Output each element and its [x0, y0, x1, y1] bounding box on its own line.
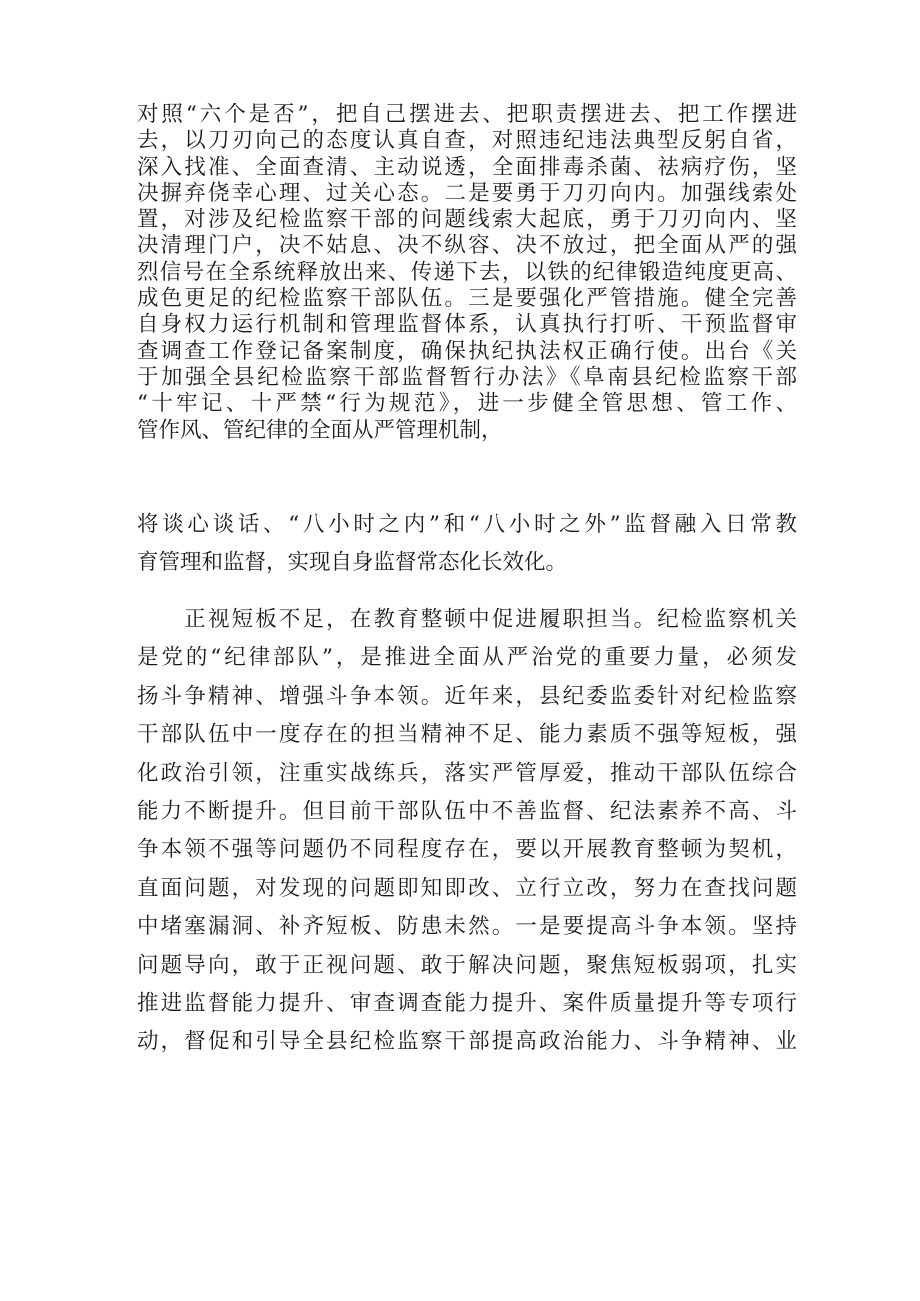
- text-line: 能力不断提升。但目前干部队伍中不善监督、纪法素养不高、斗: [137, 798, 797, 824]
- text-line: 是党的“纪律部队”，是推进全面从严治党的重要力量，必须发: [137, 645, 797, 671]
- paragraph-1: [137, 102, 797, 444]
- text-line: 育管理和监督，实现自身监督常态化长效化。: [137, 550, 568, 575]
- text-line: 对照“六个是否”，把自己摆进去、把职责摆进去、把工作摆进: [137, 102, 797, 127]
- text-line: 干部队伍中一度存在的担当精神不足、能力素质不强等短板，强: [137, 722, 797, 748]
- text-line: 中堵塞漏洞、补齐短板、防患未然。一是要提高斗争本领。坚持: [137, 914, 797, 940]
- text-line: 正视短板不足，在教育整顿中促进履职担当。纪检监察机关: [137, 607, 797, 632]
- paragraph-3: [137, 601, 797, 1062]
- text-line: 决摒弃侥幸心理、过关心态。二是要勇于刀刃向内。加强线索处: [137, 180, 797, 206]
- text-line: 查调查工作登记备案制度，确保执纪执法权正确行使。出台《关: [137, 338, 797, 364]
- text-line: 直面问题，对发现的问题即知即改、立行立改，努力在查找问题: [137, 875, 797, 901]
- text-line: 管作风、管纪律的全面从严管理机制，: [137, 417, 503, 443]
- text-line: 自身权力运行机制和管理监督体系，认真执行打听、干预监督审: [137, 312, 797, 338]
- text-line: 化政治引领，注重实战练兵，落实严管厚爱，推动干部队伍综合: [137, 760, 797, 786]
- text-line: 动，督促和引导全县纪检监察干部提高政治能力、斗争精神、业: [137, 1029, 797, 1055]
- text-line: 推进监督能力提升、审查调查能力提升、案件质量提升等专项行: [137, 990, 797, 1016]
- text-line: 烈信号在全系统释放出来、传递下去，以铁的纪律锻造纯度更高、: [137, 259, 797, 285]
- text-line: 将谈心谈话、“八小时之内”和“八小时之外”监督融入日常教: [137, 512, 797, 537]
- text-line: 争本领不强等问题仍不同程度存在，要以开展教育整顿为契机，: [137, 837, 797, 863]
- text-line: 问题导向，敢于正视问题、敢于解决问题，聚焦短板弱项，扎实: [137, 952, 797, 978]
- text-line: “十牢记、十严禁“行为规范》，进一步健全管思想、管工作、: [137, 391, 797, 417]
- paragraph-2: [137, 506, 797, 582]
- text-line: 深入找准、全面查清、主动说透，全面排毒杀菌、祛病疗伤，坚: [137, 154, 797, 180]
- text-line: 置，对涉及纪检监察干部的问题线索大起底，勇于刀刃向内、坚: [137, 207, 797, 233]
- text-line: 成色更足的纪检监察干部队伍。三是要强化严管措施。健全完善: [137, 286, 797, 312]
- text-line: 决清理门户，决不姑息、决不纵容、决不放过，把全面从严的强: [137, 233, 797, 259]
- text-line: 扬斗争精神、增强斗争本领。近年来，县纪委监委针对纪检监察: [137, 683, 797, 709]
- text-line: 去，以刀刃向己的态度认真自查，对照违纪违法典型反躬自省，: [137, 128, 797, 154]
- text-line: 于加强全县纪检监察干部监督暂行办法》《阜南县纪检监察干部: [137, 364, 797, 390]
